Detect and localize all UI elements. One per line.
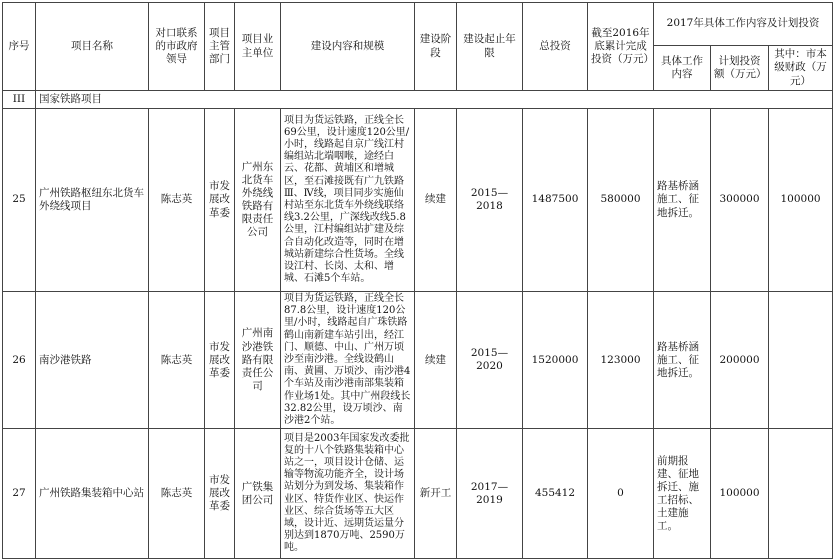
row-department: 市发展改革委 xyxy=(205,429,235,559)
header-work-content: 具体工作内容 xyxy=(654,46,711,91)
row-period: 2017—2019 xyxy=(457,429,523,559)
row-seq: 27 xyxy=(3,429,36,559)
row-done-2016: 123000 xyxy=(588,292,654,429)
table-row xyxy=(3,109,833,292)
row-stage: 新开工 xyxy=(415,429,457,559)
row-owner: 广州东北货车外绕线铁路有限责任公司 xyxy=(235,109,281,292)
row-leader: 陈志英 xyxy=(149,292,205,429)
row-planned-investment: 200000 xyxy=(711,292,769,429)
row-leader: 陈志英 xyxy=(149,429,205,559)
row-content: 项目为货运铁路，正线全长69公里，设计速度120公里/小时，线路起自京广线江村编组站北端咽喉，途经白云、花都、黄埔区和增城区，至石滩接既有广九铁路Ⅲ、Ⅳ线，项目同步实施仙村站至东北货车外绕线联络线3.2公里，广深线改线5.8公里，江村编组站扩建及综合自动化改造等，同时在增城站新建综合性货场。全线设江村、长岗、太和、增城、石滩5个车站。 xyxy=(281,109,415,292)
header-done-2016: 截至2016年底累计完成投资（万元） xyxy=(588,3,654,91)
row-department: 市发展改革委 xyxy=(205,292,235,429)
row-work-content: 前期报建、征地拆迁、施工招标、土建施工。 xyxy=(654,429,711,559)
table-row xyxy=(3,429,833,559)
row-city-finance: 100000 xyxy=(769,109,833,292)
row-content: 项目为货运铁路，正线全长87.8公里，设计速度120公里/小时，线路起自广珠铁路鹤山南新建车站引出，经江门、顺德、中山、广州万顷沙至南沙港。全线设鹤山南、黄圃、万顷沙、南沙港4个车站及南沙港南部集装箱作业场1处。其中广州段线长32.82公里，设万顷沙、南沙港2个站。 xyxy=(281,292,415,429)
row-project-name: 南沙港铁路 xyxy=(36,292,149,429)
row-leader: 陈志英 xyxy=(149,109,205,292)
row-seq: 26 xyxy=(3,292,36,429)
row-planned-investment: 300000 xyxy=(711,109,769,292)
section-index: III xyxy=(3,91,36,109)
row-content: 项目是2003年国家发改委批复的十八个铁路集装箱中心站之一，项目设计仓储、运输等物流功能齐全，设计场站划分为到发场、集装箱作业区、特货作业区、快运作业区、综合货场等五大区域，设计近、远期货运量分别达到1870万吨、2590万吨。 xyxy=(281,429,415,559)
row-department: 市发展改革委 xyxy=(205,109,235,292)
row-city-finance xyxy=(769,292,833,429)
row-period: 2015—2018 xyxy=(457,109,523,292)
header-plan-2017: 2017年具体工作内容及计划投资 xyxy=(654,3,833,46)
header-seq: 序号 xyxy=(3,3,36,91)
row-total-investment: 1487500 xyxy=(523,109,588,292)
header-project-name: 项目名称 xyxy=(36,3,149,91)
header-total-investment: 总投资 xyxy=(523,3,588,91)
row-owner: 广州南沙港铁路有限责任公司 xyxy=(235,292,281,429)
row-period: 2015—2020 xyxy=(457,292,523,429)
header-owner: 项目业主单位 xyxy=(235,3,281,91)
section-title: 国家铁路项目 xyxy=(36,91,833,109)
header-planned-investment: 计划投资额（万元） xyxy=(711,46,769,91)
row-planned-investment: 100000 xyxy=(711,429,769,559)
header-stage: 建设阶段 xyxy=(415,3,457,91)
row-done-2016: 0 xyxy=(588,429,654,559)
row-total-investment: 1520000 xyxy=(523,292,588,429)
header-leader: 对口联系的市政府领导 xyxy=(149,3,205,91)
row-work-content: 路基桥涵施工、征地拆迁。 xyxy=(654,109,711,292)
project-table xyxy=(2,2,833,559)
section-row xyxy=(3,91,833,109)
row-total-investment: 455412 xyxy=(523,429,588,559)
header-content: 建设内容和规模 xyxy=(281,3,415,91)
header-period: 建设起止年限 xyxy=(457,3,523,91)
row-work-content: 路基桥涵施工、征地拆迁。 xyxy=(654,292,711,429)
header-row xyxy=(3,3,833,46)
row-done-2016: 580000 xyxy=(588,109,654,292)
row-stage: 续建 xyxy=(415,292,457,429)
row-seq: 25 xyxy=(3,109,36,292)
row-city-finance xyxy=(769,429,833,559)
table-row xyxy=(3,292,833,429)
row-stage: 续建 xyxy=(415,109,457,292)
row-owner: 广铁集团公司 xyxy=(235,429,281,559)
row-project-name: 广州铁路枢纽东北货车外绕线项目 xyxy=(36,109,149,292)
header-department: 项目主管部门 xyxy=(205,3,235,91)
row-project-name: 广州铁路集装箱中心站 xyxy=(36,429,149,559)
header-city-finance: 其中：市本级财政（万元） xyxy=(769,46,833,91)
